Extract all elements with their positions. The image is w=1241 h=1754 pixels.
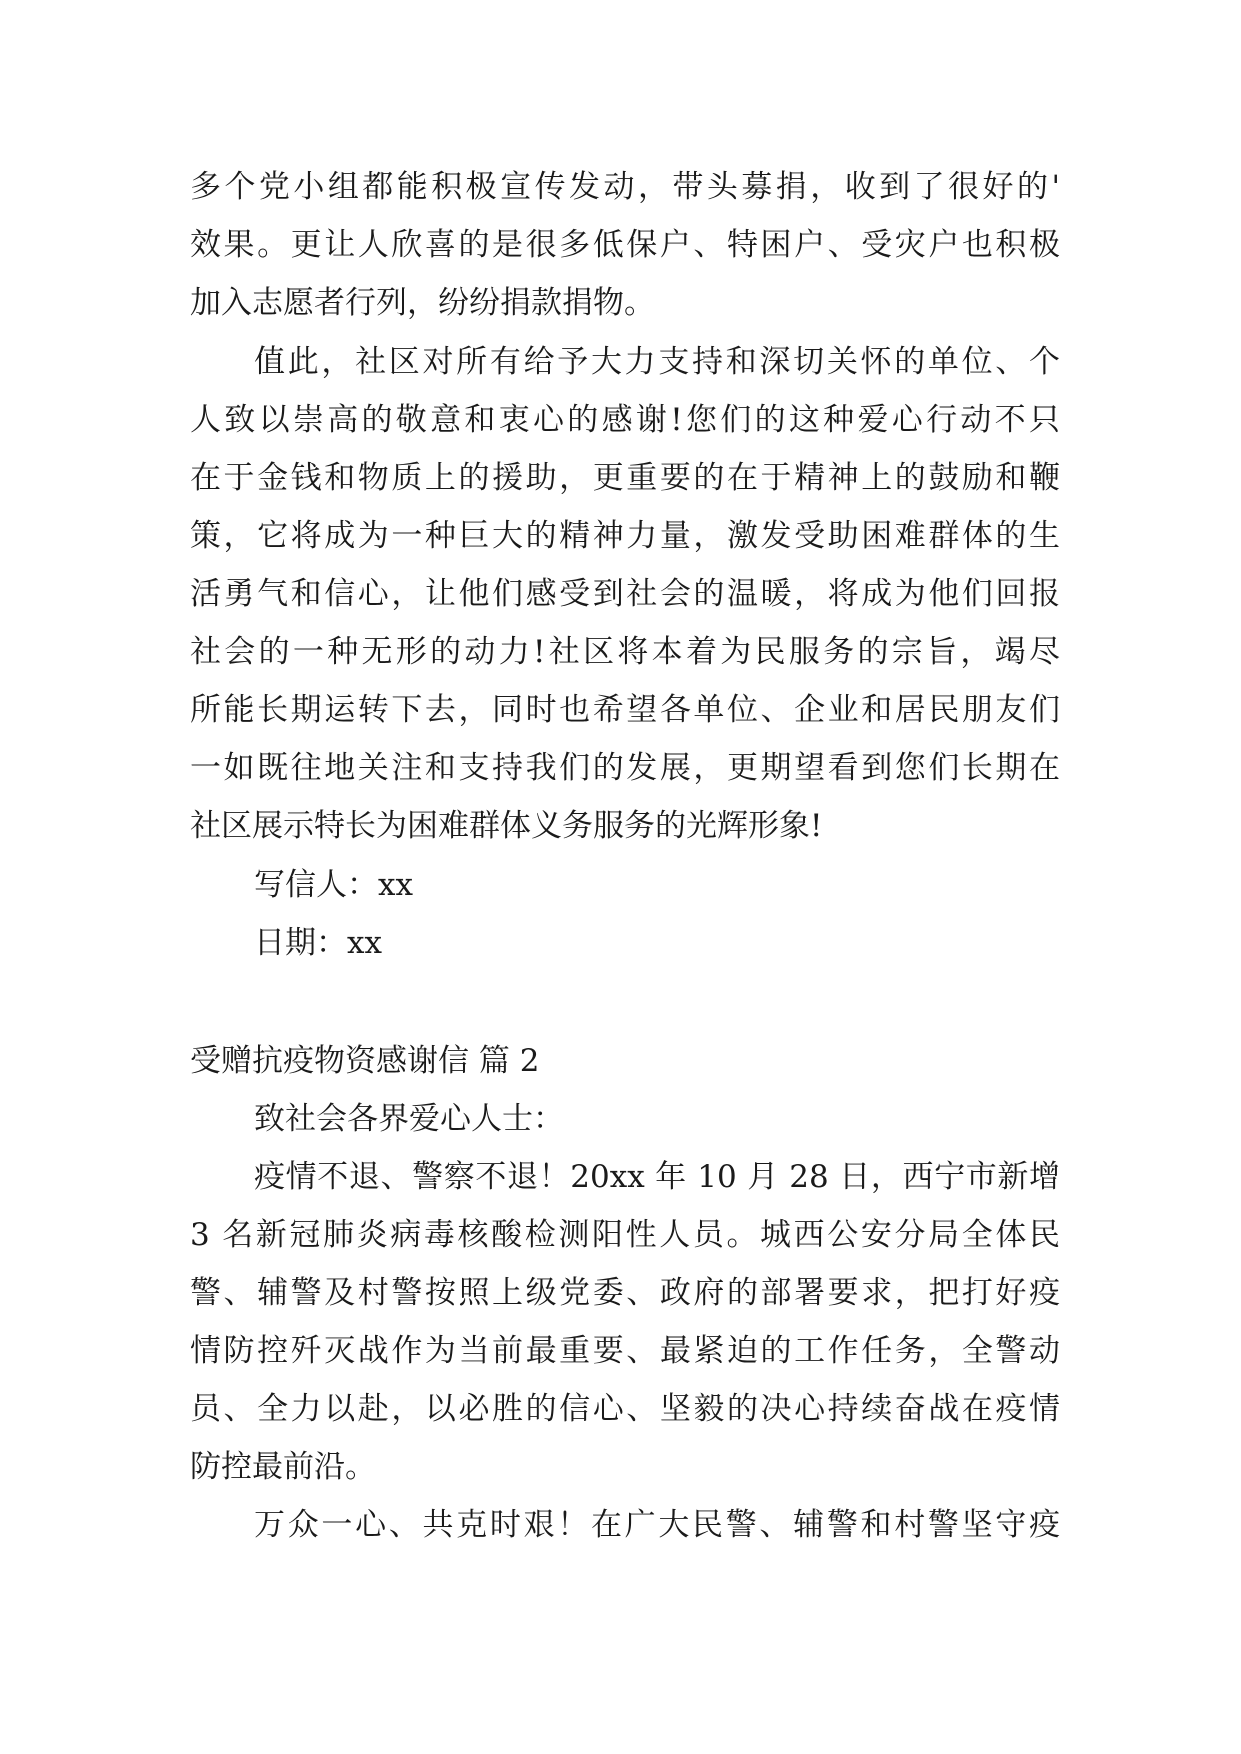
paragraph-donation-effects xyxy=(190,158,1060,332)
text-line: 社会的一种无形的动力!社区将本着为民服务的宗旨，竭尽 xyxy=(190,634,1060,670)
writer-line: 写信人：xx xyxy=(254,867,413,903)
paragraph-epidemic xyxy=(190,1148,1060,1496)
text-line: 多个党小组都能积极宣传发动，带头募捐，收到了很好的' xyxy=(190,169,1060,205)
text-line: 防控最前沿。 xyxy=(190,1449,376,1485)
signature-block xyxy=(190,856,1060,972)
text-line: 社区展示特长为困难群体义务服务的光辉形象! xyxy=(190,808,823,844)
text-line: 疫情不退、警察不退！20xx 年 10 月 28 日，西宁市新增 xyxy=(254,1159,1060,1195)
text-line: 员、全力以赴，以必胜的信心、坚毅的决心持续奋战在疫情 xyxy=(190,1391,1060,1427)
date-line: 日期：xx xyxy=(254,925,382,961)
text-line: 策，它将成为一种巨大的精神力量，激发受助困难群体的生 xyxy=(190,518,1060,554)
paragraph-united xyxy=(190,1496,1060,1554)
section-title: 受赠抗疫物资感谢信 篇 2 xyxy=(190,1043,540,1079)
text-line: 所能长期运转下去，同时也希望各单位、企业和居民朋友们 xyxy=(190,692,1060,728)
text-line: 值此，社区对所有给予大力支持和深切关怀的单位、个 xyxy=(254,344,1060,380)
salutation: 致社会各界爱心人士： xyxy=(254,1101,564,1137)
text-line: 警、辅警及村警按照上级党委、政府的部署要求，把打好疫 xyxy=(190,1275,1060,1311)
text-line: 3 名新冠肺炎病毒核酸检测阳性人员。城西公安分局全体民 xyxy=(190,1217,1060,1253)
text-line: 人致以崇高的敬意和衷心的感谢!您们的这种爱心行动不只 xyxy=(190,402,1060,438)
text-line: 效果。更让人欣喜的是很多低保户、特困户、受灾户也积极 xyxy=(190,227,1060,263)
text-line: 活勇气和信心，让他们感受到社会的温暖，将成为他们回报 xyxy=(190,576,1060,612)
text-line: 万众一心、共克时艰！在广大民警、辅警和村警坚守疫 xyxy=(254,1507,1060,1543)
paragraph-gratitude xyxy=(190,333,1060,855)
text-line: 一如既往地关注和支持我们的发展，更期望看到您们长期在 xyxy=(190,750,1060,786)
text-line: 情防控歼灭战作为当前最重要、最紧迫的工作任务，全警动 xyxy=(190,1333,1060,1369)
salutation-block xyxy=(190,1090,1060,1148)
text-line: 在于金钱和物质上的援助，更重要的在于精神上的鼓励和鞭 xyxy=(190,460,1060,496)
text-line: 加入志愿者行列，纷纷捐款捐物。 xyxy=(190,285,655,321)
